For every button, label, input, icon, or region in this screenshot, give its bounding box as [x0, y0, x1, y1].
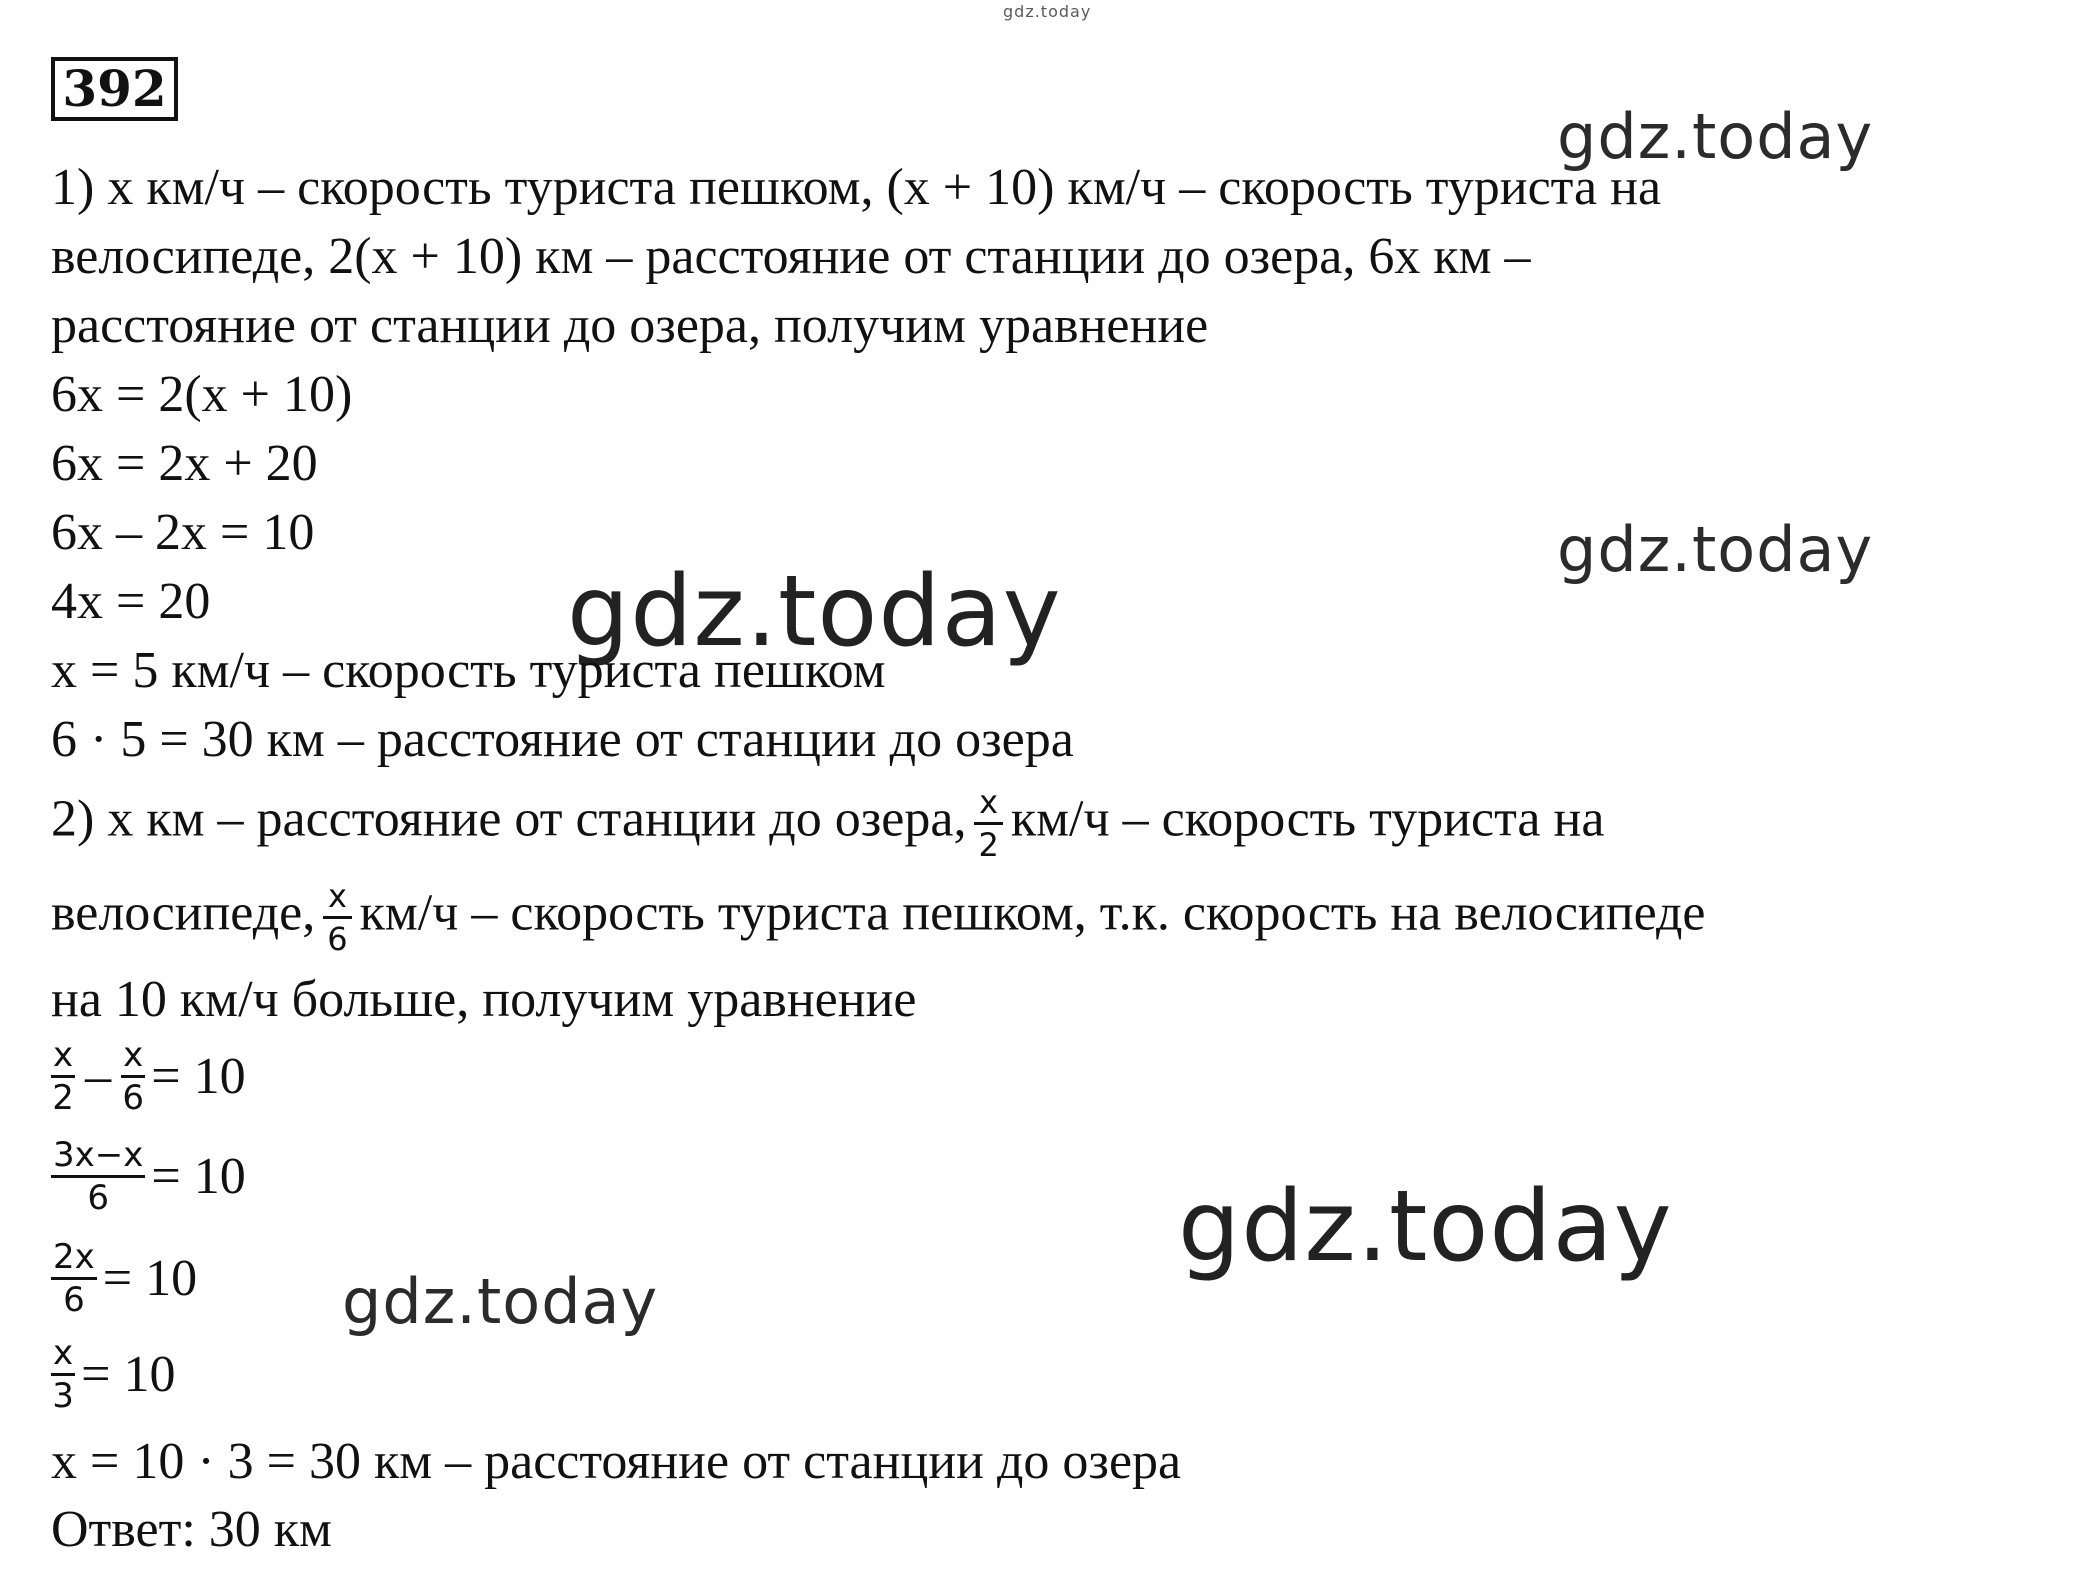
fraction-denominator: 6: [327, 920, 348, 958]
fraction: [323, 876, 351, 959]
text-fragment: 2) x км – расстояние от станции до озера,: [51, 790, 967, 848]
fraction-denominator: 2: [978, 826, 999, 864]
equation-rhs: = 10: [151, 1047, 246, 1105]
watermark: gdz.today: [1557, 513, 1874, 586]
equation-line: [51, 1035, 246, 1118]
equation-rhs: = 10: [102, 1249, 198, 1307]
text-fragment: км/ч – скорость туриста пешком, т.к. скорость на велосипеде: [359, 884, 1706, 942]
solution-line: x = 5 км/ч – скорость туриста пешком: [51, 642, 886, 699]
solution-line: велосипеде, 2(x + 10) км – расстояние от станции до озера, 6x км –: [51, 228, 1531, 285]
equation-line: 6x – 2x = 10: [51, 504, 315, 561]
fraction-denominator: 6: [87, 1178, 109, 1218]
watermark: gdz.today: [342, 1265, 659, 1338]
solution-line: расстояние от станции до озера, получим уравнение: [51, 297, 1209, 354]
fraction: [51, 1237, 97, 1320]
solution-line: на 10 км/ч больше, получим уравнение: [51, 971, 917, 1028]
fraction: [51, 1135, 145, 1218]
minus-sign: –: [85, 1047, 112, 1105]
fraction: [121, 1035, 145, 1118]
solution-line: 6 · 5 = 30 км – расстояние от станции до озера: [51, 711, 1074, 768]
watermark: gdz.today: [567, 555, 1062, 669]
equation-rhs: = 10: [81, 1345, 176, 1403]
fraction-denominator: 3: [52, 1376, 74, 1416]
header-watermark: gdz.today: [1003, 2, 1092, 21]
equation-rhs: = 10: [151, 1147, 246, 1205]
answer-line: Ответ: 30 км: [51, 1501, 332, 1558]
fraction-numerator: x: [974, 782, 1002, 825]
watermark: gdz.today: [1557, 100, 1874, 173]
equation-line: [51, 1237, 197, 1320]
equation-line: [51, 1333, 175, 1416]
fraction: [51, 1035, 75, 1118]
text-fragment: велосипеде,: [51, 884, 316, 942]
fraction-numerator: x: [51, 1035, 75, 1078]
equation-line: 4x = 20: [51, 573, 211, 630]
problem-number: 392: [51, 57, 178, 121]
solution-line: [51, 876, 1706, 959]
watermark: gdz.today: [1178, 1170, 1673, 1284]
solution-line: x = 10 · 3 = 30 км – расстояние от станции до озера: [51, 1433, 1182, 1490]
fraction: [51, 1333, 75, 1416]
fraction-numerator: x: [323, 876, 351, 919]
solution-line: 1) x км/ч – скорость туриста пешком, (x + 10) км/ч – скорость туриста на: [51, 159, 1662, 216]
fraction-denominator: 2: [52, 1078, 74, 1118]
fraction-denominator: 6: [63, 1280, 85, 1320]
fraction-denominator: 6: [122, 1078, 144, 1118]
fraction-numerator: 3x−x: [51, 1135, 145, 1178]
fraction-numerator: x: [51, 1333, 75, 1376]
equation-line: 6x = 2(x + 10): [51, 366, 353, 423]
equation-line: 6x = 2x + 20: [51, 435, 318, 492]
fraction: [974, 782, 1002, 865]
text-fragment: км/ч – скорость туриста на: [1010, 790, 1605, 848]
equation-line: [51, 1135, 246, 1218]
fraction-numerator: 2x: [51, 1237, 97, 1280]
fraction-numerator: x: [121, 1035, 145, 1078]
solution-line: [51, 782, 1604, 865]
